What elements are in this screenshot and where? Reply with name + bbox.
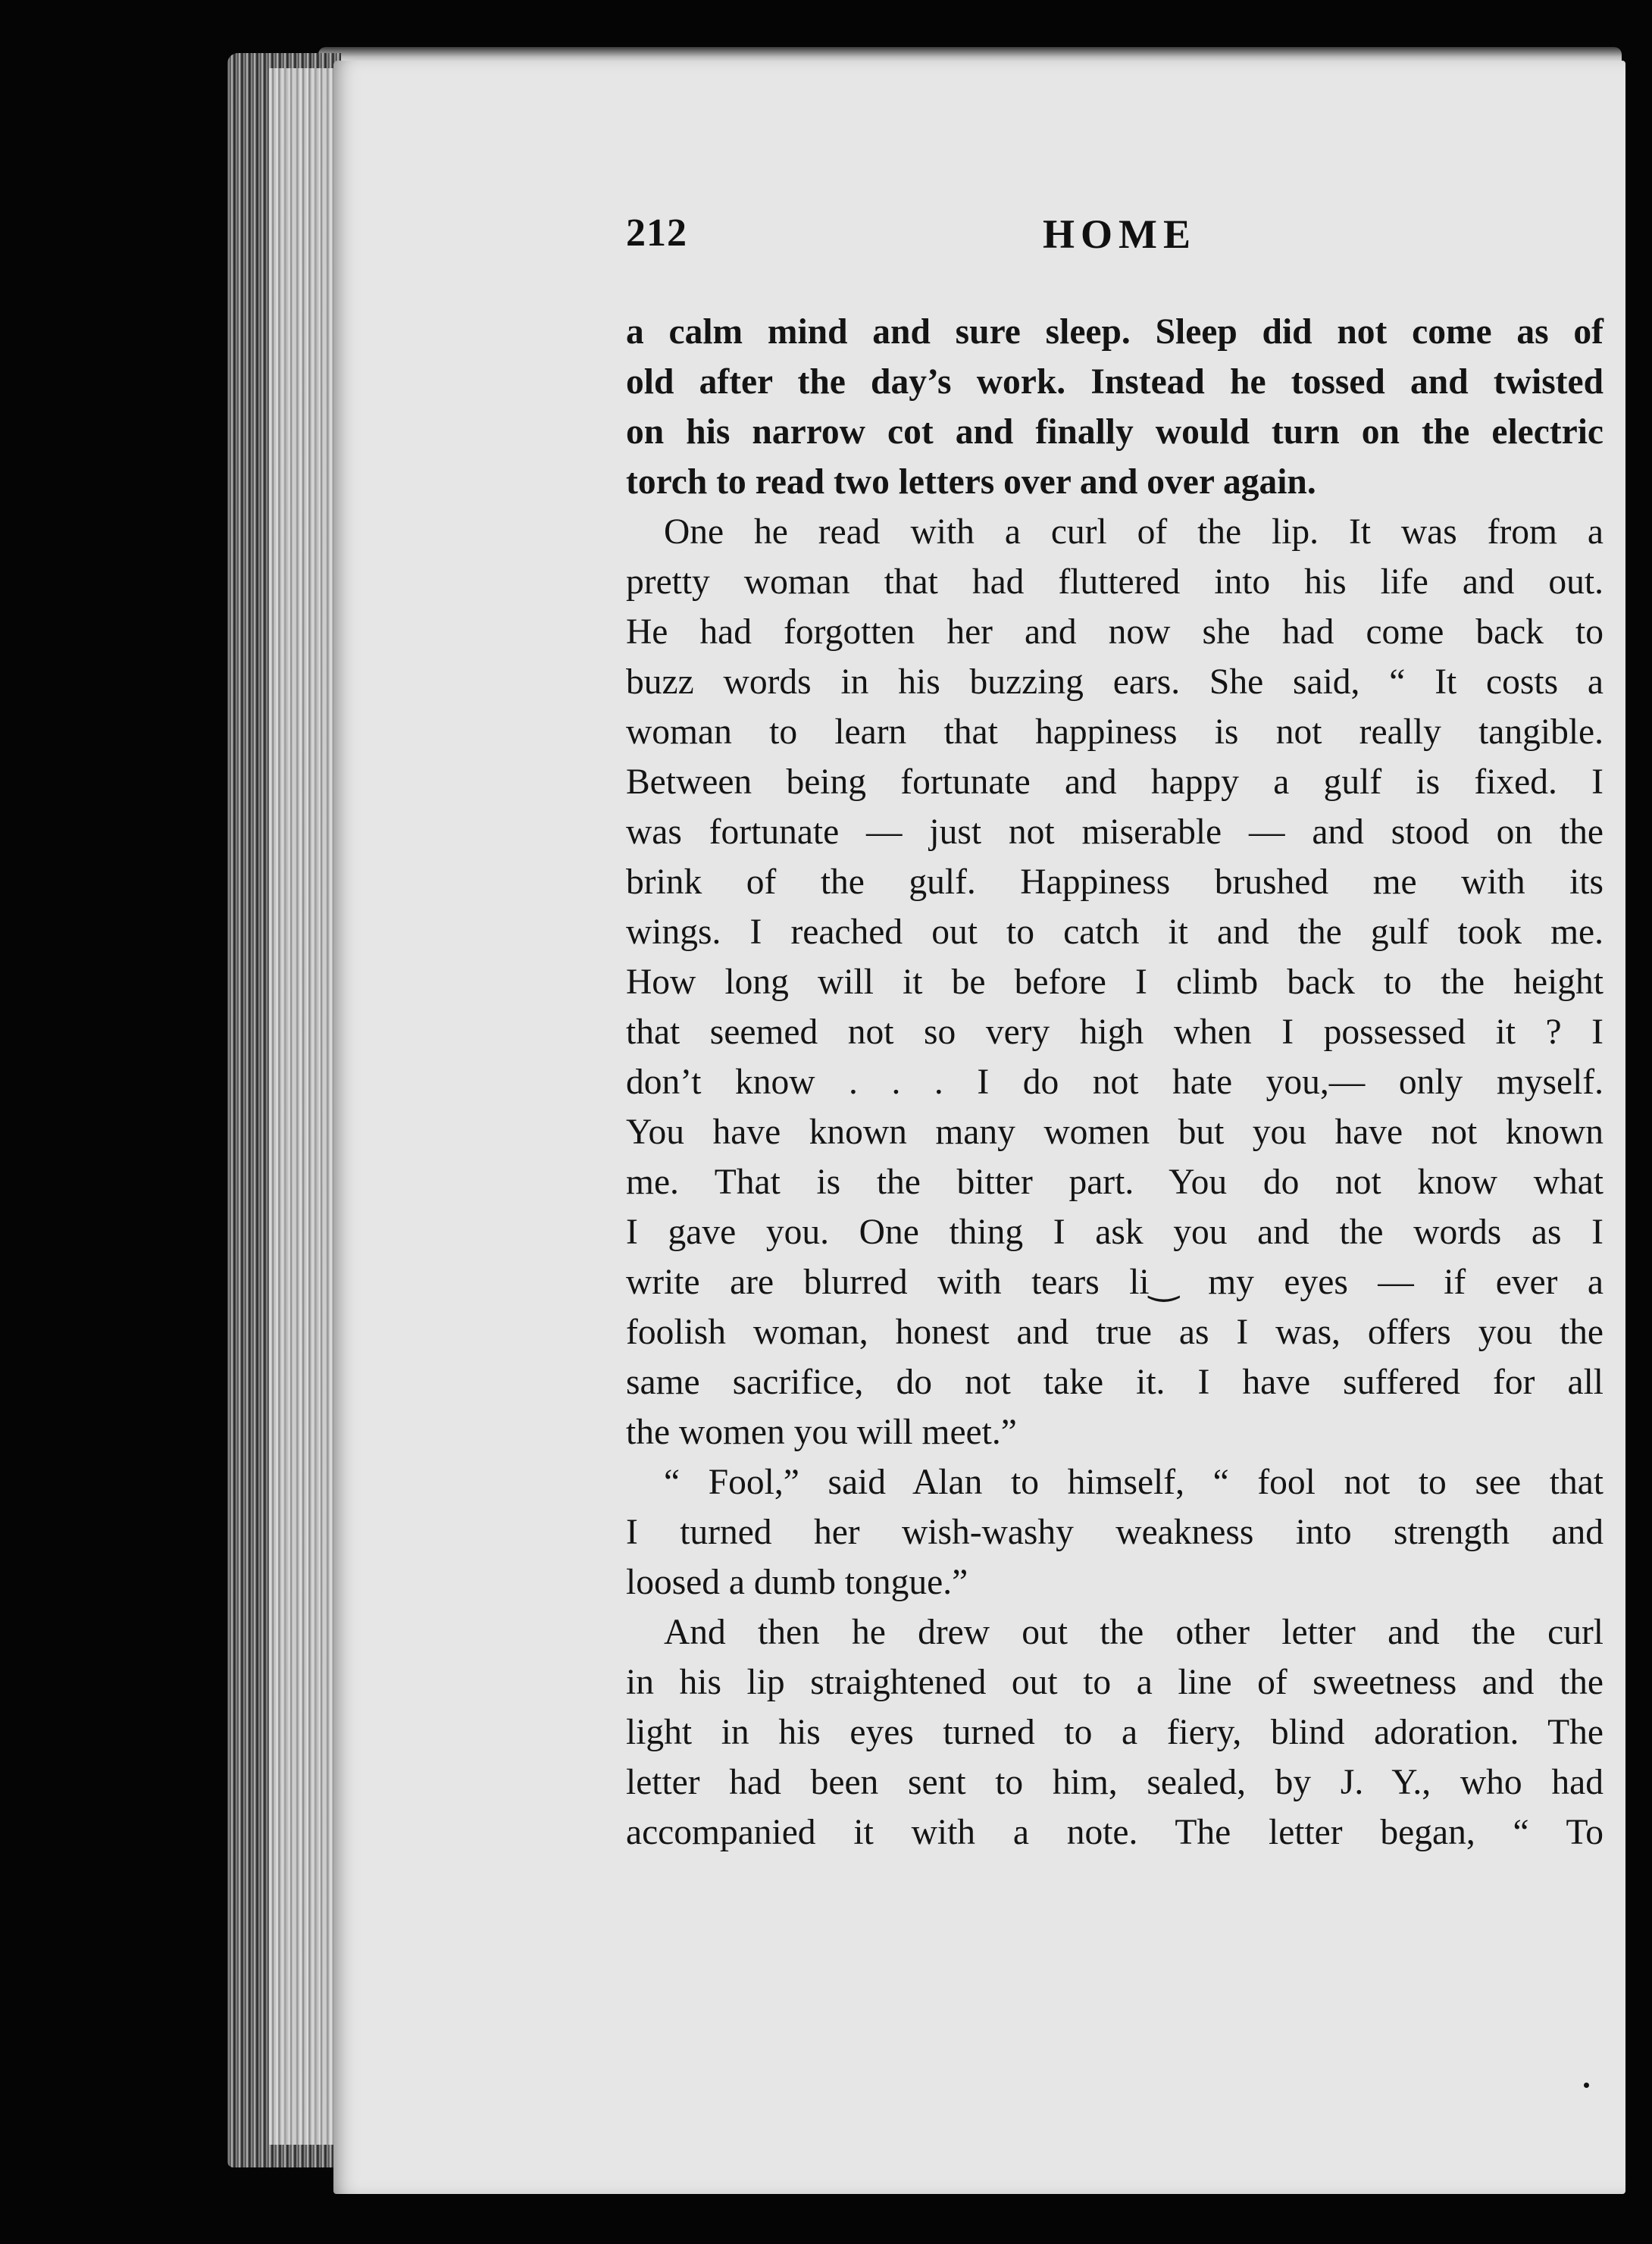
body-text	[626, 307, 1604, 1857]
ink-speck	[1584, 2083, 1589, 2088]
text-line: I turned her wish-washy weakness into strength and	[626, 1513, 1604, 1552]
page-header	[626, 211, 1611, 279]
text-line: a calm mind and sure sleep. Sleep did not come as of	[626, 312, 1604, 352]
text-line: woman to learn that happiness is not really tangible.	[626, 712, 1604, 752]
text-line: And then he drew out the other letter and the curl	[664, 1613, 1604, 1652]
text-line: in his lip straightened out to a line of sweetness and the	[626, 1663, 1604, 1702]
text-line: foolish woman, honest and true as I was, offers you the	[626, 1313, 1604, 1352]
text-line: on his narrow cot and finally would turn on the electric	[626, 412, 1604, 452]
text-line: buzz words in his buzzing ears. She said, “ It costs a	[626, 662, 1604, 702]
text-line: wings. I reached out to catch it and the gulf took me.	[626, 912, 1604, 952]
running-head: HOME	[1043, 211, 1197, 257]
text-line: brink of the gulf. Happiness brushed me with its	[626, 862, 1604, 902]
text-line: He had forgotten her and now she had come back to	[626, 612, 1604, 652]
page-stack-leaves	[269, 68, 333, 2145]
text-line: Between being fortunate and happy a gulf is fixed. I	[626, 762, 1604, 802]
text-line: don’t know . . . I do not hate you,— only myself.	[626, 1063, 1604, 1102]
text-line: was fortunate — just not miserable — and stood on the	[626, 812, 1604, 852]
text-line: accompanied it with a note. The letter began, “ To	[626, 1813, 1604, 1852]
text-line: letter had been sent to him, sealed, by J. Y., who had	[626, 1763, 1604, 1802]
text-line: me. That is the bitter part. You do not know what	[626, 1163, 1604, 1202]
text-line: pretty woman that had fluttered into his life and out.	[626, 562, 1604, 602]
text-line: “ Fool,” said Alan to himself, “ fool not to see that	[664, 1463, 1604, 1502]
page-number: 212	[626, 211, 687, 255]
text-line: I gave you. One thing I ask you and the words as I	[626, 1213, 1604, 1252]
text-line: that seemed not so very high when I possessed it ? I	[626, 1012, 1604, 1052]
text-line: write are blurred with tears li‿ my eyes — if ever a	[626, 1263, 1604, 1302]
text-line: same sacrifice, do not take it. I have suffered for all	[626, 1363, 1604, 1402]
text-line: light in his eyes turned to a fiery, blind adoration. The	[626, 1713, 1604, 1752]
text-line: the women you will meet.”	[626, 1413, 1017, 1452]
text-line: One he read with a curl of the lip. It was from a	[664, 512, 1604, 552]
text-line: loosed a dumb tongue.”	[626, 1563, 968, 1602]
text-line: old after the day’s work. Instead he tossed and twisted	[626, 362, 1604, 402]
text-line: You have known many women but you have not known	[626, 1113, 1604, 1152]
text-line: torch to read two letters over and over again.	[626, 462, 1316, 502]
text-line: How long will it be before I climb back to the height	[626, 962, 1604, 1002]
